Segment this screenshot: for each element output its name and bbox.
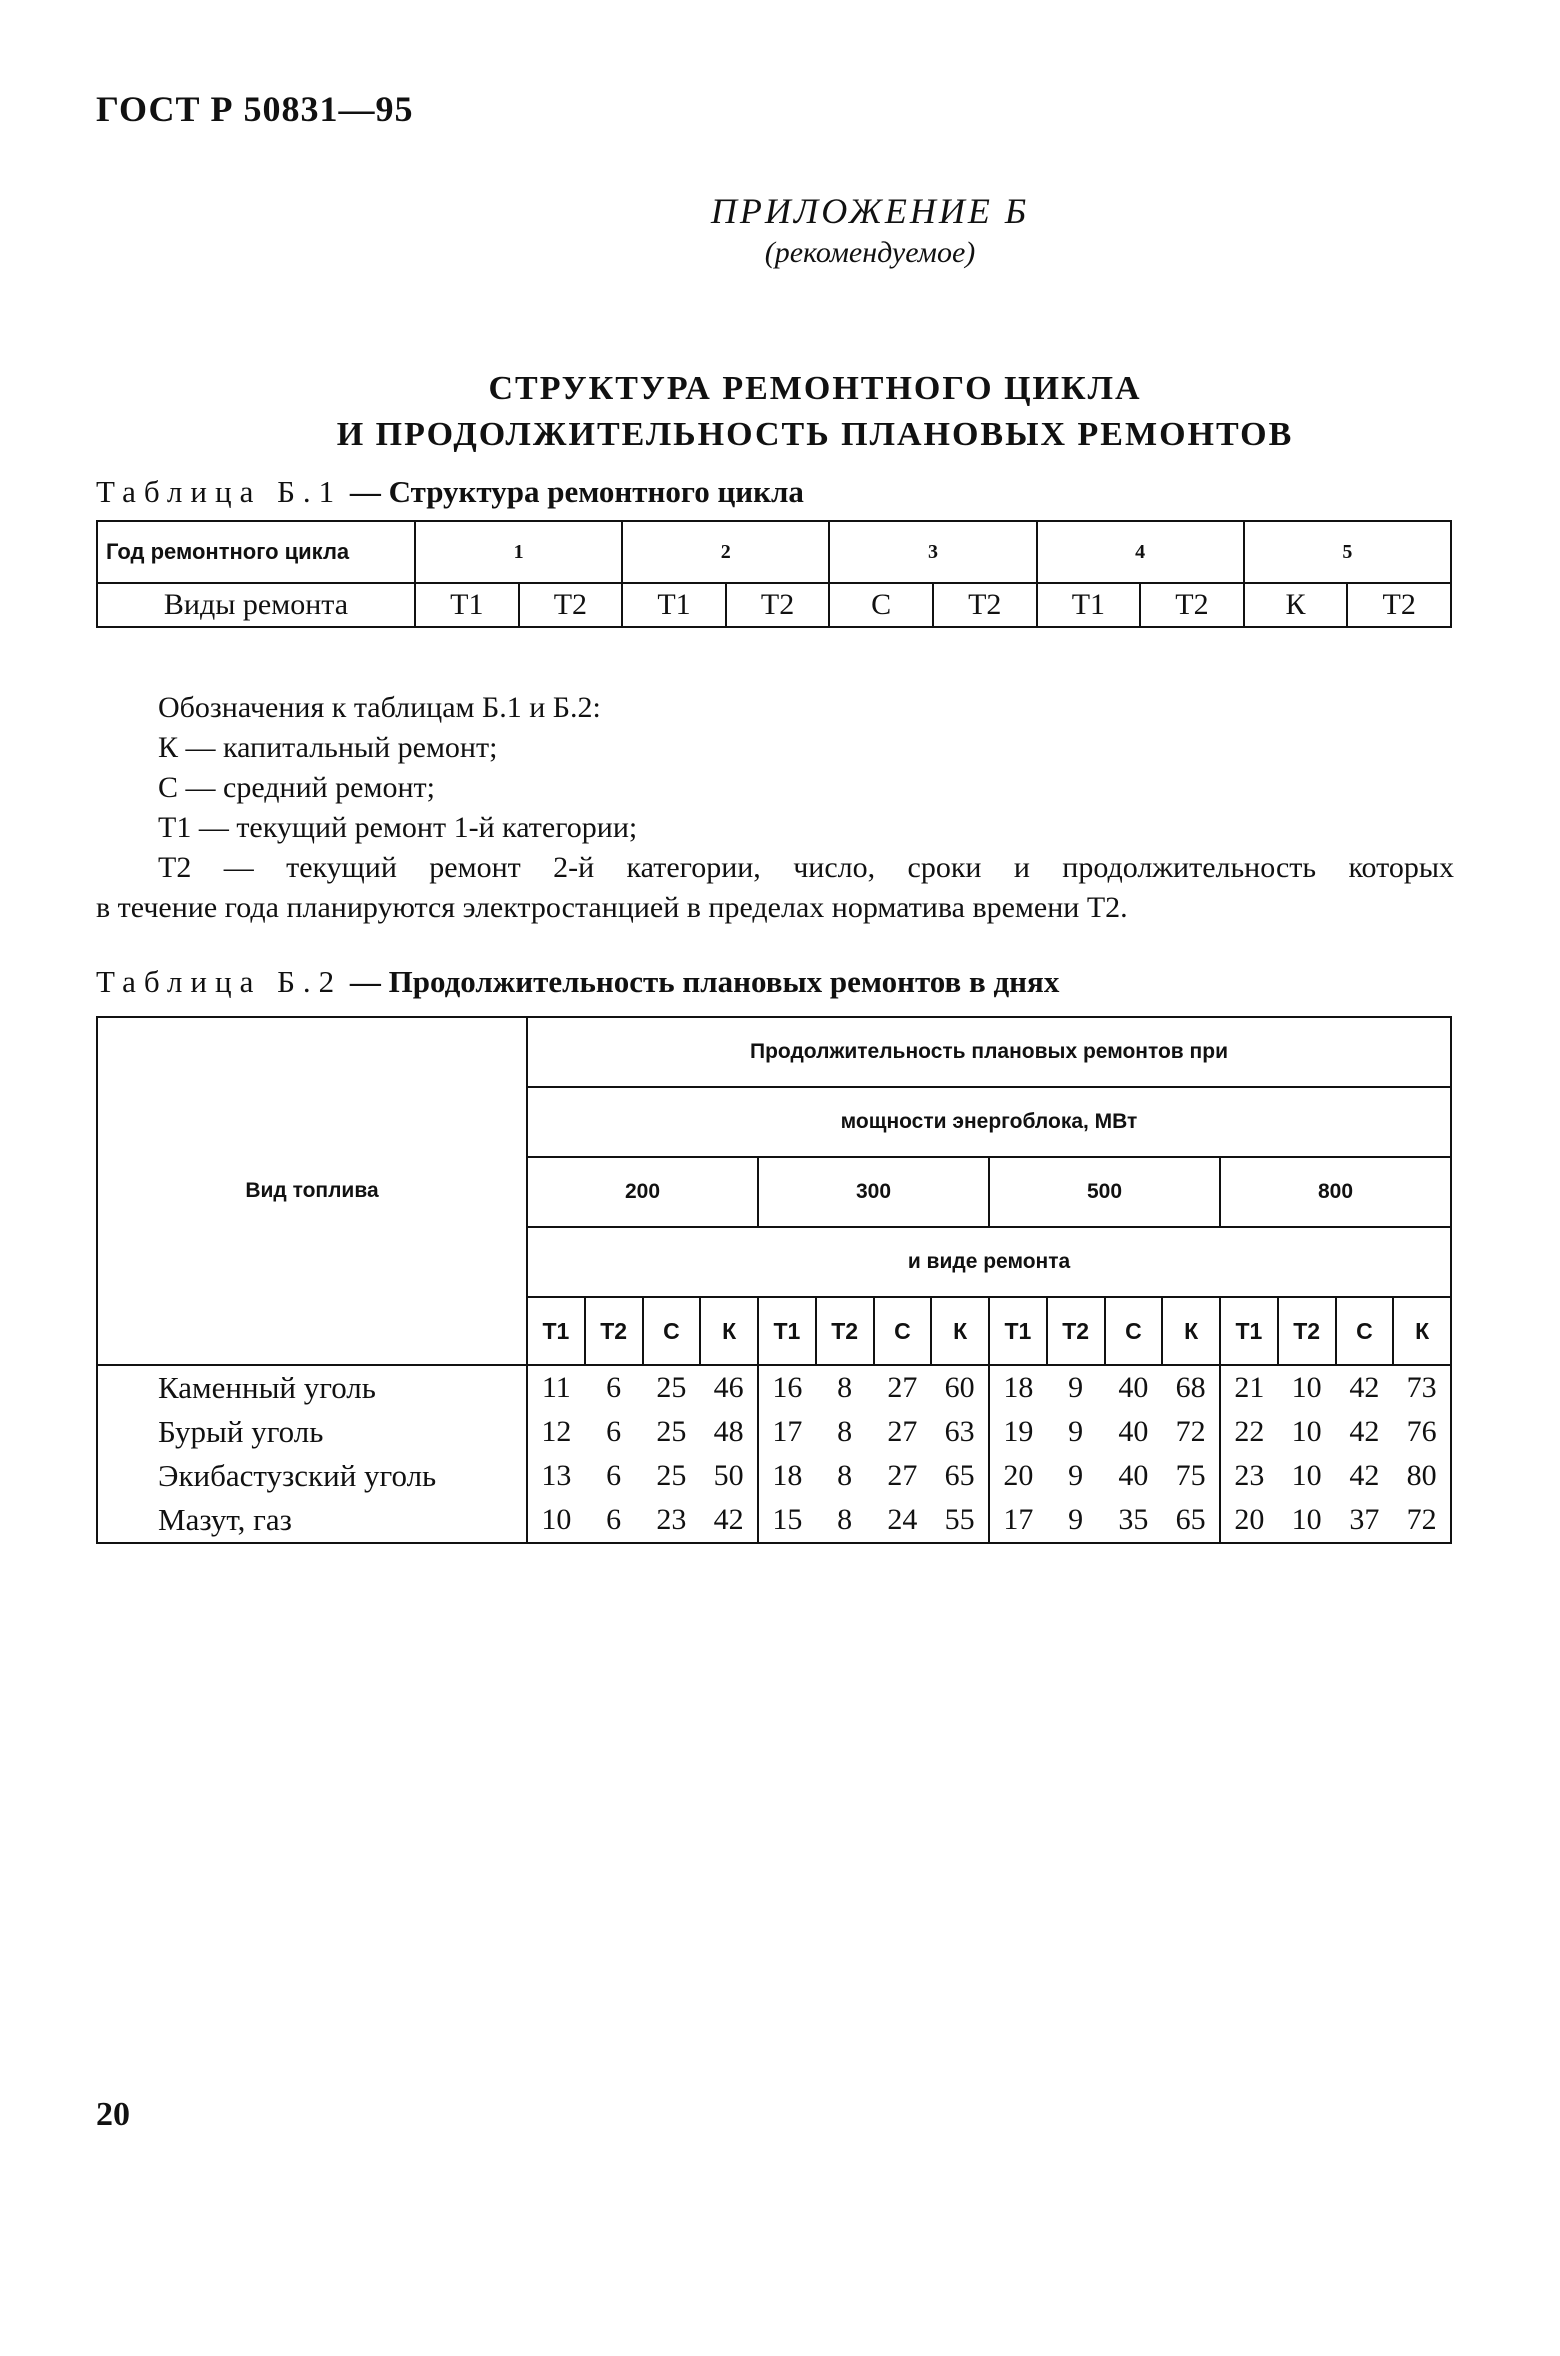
fuel-type-cell: Каменный уголь <box>97 1365 527 1410</box>
duration-cell: 72 <box>1393 1498 1451 1543</box>
table1-year-cell: 1 <box>415 521 622 583</box>
duration-cell: 11 <box>527 1365 585 1410</box>
note-c: С — средний ремонт; <box>158 771 435 804</box>
duration-cell: 19 <box>989 1410 1047 1454</box>
duration-cell: 8 <box>837 1415 853 1448</box>
table1-kind-cell: К <box>1244 583 1348 627</box>
duration-cell: 10 <box>1291 1459 1322 1492</box>
duration-cell: 40 <box>1118 1459 1149 1492</box>
duration-cell: 8 <box>816 1498 874 1543</box>
duration-cell: 18 <box>989 1365 1047 1410</box>
duration-cell: 22 <box>1220 1410 1278 1454</box>
duration-cell: 40 <box>1105 1365 1163 1410</box>
table2-caption-label: Таблица Б.2 <box>96 964 343 999</box>
table1-year-cell: 5 <box>1244 521 1451 583</box>
duration-cell: 6 <box>585 1365 643 1410</box>
duration-cell: 73 <box>1393 1365 1451 1410</box>
table1-year-row <box>97 521 1451 583</box>
table1-caption <box>96 474 804 510</box>
duration-cell: 68 <box>1162 1365 1220 1410</box>
duration-header-line1: Продолжительность плановых ремонтов при <box>527 1017 1451 1087</box>
repair-kind-header: и виде ремонта <box>527 1227 1451 1297</box>
duration-cell: 21 <box>1220 1365 1278 1410</box>
repair-duration-table <box>96 1016 1452 1544</box>
duration-cell: 46 <box>700 1365 758 1410</box>
table-row <box>97 1498 1451 1543</box>
duration-cell: 23 <box>643 1498 701 1543</box>
duration-cell: 60 <box>931 1365 989 1410</box>
note-t2-line2: в течение года планируются электростанцией в пределах норматива времени Т2. <box>96 891 1128 924</box>
duration-cell: 9 <box>1047 1498 1105 1543</box>
document-code: ГОСТ Р 50831—95 <box>96 89 414 129</box>
table1-caption-title: — Структура ремонтного цикла <box>349 474 804 509</box>
fuel-type-cell: Экибастузский уголь <box>97 1454 527 1498</box>
table-row <box>97 1410 1451 1454</box>
duration-cell: 72 <box>1162 1410 1220 1454</box>
code-cell: С <box>1105 1297 1163 1365</box>
duration-cell: 17 <box>989 1498 1047 1543</box>
table1-kind-row <box>97 583 1451 627</box>
power-300: 300 <box>758 1157 989 1227</box>
table1-kind-cell: Т2 <box>726 583 830 627</box>
table1-kind-cell: Т2 <box>933 583 1037 627</box>
code-cell: К <box>1393 1297 1451 1365</box>
duration-cell: 63 <box>931 1410 989 1454</box>
duration-cell: 75 <box>1162 1454 1220 1498</box>
table1-kind-label: Виды ремонта <box>97 583 415 627</box>
table-row <box>97 1454 1451 1498</box>
fuel-type-cell: Бурый уголь <box>97 1410 527 1454</box>
main-title-line-1: СТРУКТУРА РЕМОНТНОГО ЦИКЛА <box>488 370 1142 407</box>
table2-header-row-1 <box>97 1017 1451 1087</box>
table1-kind-cell: Т1 <box>622 583 726 627</box>
duration-cell: 13 <box>527 1454 585 1498</box>
table1-year-cell: 2 <box>622 521 829 583</box>
duration-cell: 42 <box>700 1498 758 1543</box>
power-200: 200 <box>527 1157 758 1227</box>
duration-cell: 10 <box>1291 1415 1322 1448</box>
duration-cell: 15 <box>758 1498 816 1543</box>
note-t1: Т1 — текущий ремонт 1-й категории; <box>158 811 638 844</box>
page-number: 20 <box>96 2096 130 2133</box>
code-cell: С <box>643 1297 701 1365</box>
code-cell: Т2 <box>585 1297 643 1365</box>
duration-cell: 35 <box>1105 1498 1163 1543</box>
code-cell: Т2 <box>816 1297 874 1365</box>
duration-cell: 10 <box>527 1498 585 1543</box>
duration-cell: 6 <box>585 1498 643 1543</box>
table2-caption-title: — Продолжительность плановых ремонтов в днях <box>349 964 1060 999</box>
duration-cell: 50 <box>700 1454 758 1498</box>
duration-cell: 55 <box>931 1498 989 1543</box>
duration-cell: 9 <box>1068 1415 1084 1448</box>
table2-caption <box>96 964 1059 1000</box>
duration-cell: 17 <box>758 1410 816 1454</box>
table1-kind-cell: С <box>829 583 933 627</box>
main-title <box>0 366 1560 458</box>
duration-header-line2: мощности энергоблока, МВт <box>527 1087 1451 1157</box>
fuel-type-header: Вид топлива <box>97 1017 527 1365</box>
duration-cell: 42 <box>1349 1459 1380 1492</box>
duration-cell: 27 <box>887 1415 918 1448</box>
duration-cell: 23 <box>1220 1454 1278 1498</box>
duration-cell: 65 <box>1162 1498 1220 1543</box>
code-cell: Т1 <box>758 1297 816 1365</box>
duration-cell: 37 <box>1336 1498 1394 1543</box>
table2-body <box>97 1365 1451 1543</box>
duration-cell: 20 <box>989 1454 1047 1498</box>
duration-cell: 27 <box>874 1365 932 1410</box>
table1-year-label: Год ремонтного цикла <box>97 521 415 583</box>
appendix-title: ПРИЛОЖЕНИЕ Б <box>710 191 1030 231</box>
duration-cell: 6 <box>606 1415 622 1448</box>
table1-caption-label: Таблица Б.1 <box>96 474 343 509</box>
table1-kind-cell: Т2 <box>1140 583 1244 627</box>
duration-cell: 8 <box>837 1459 853 1492</box>
repair-cycle-table <box>96 520 1452 628</box>
code-cell: Т2 <box>1278 1297 1336 1365</box>
table1-kind-cell: Т2 <box>519 583 623 627</box>
duration-cell: 27 <box>887 1459 918 1492</box>
duration-cell: 40 <box>1118 1415 1149 1448</box>
duration-cell: 48 <box>700 1410 758 1454</box>
power-800: 800 <box>1220 1157 1451 1227</box>
note-k: К — капитальный ремонт; <box>158 731 498 764</box>
code-cell: Т2 <box>1047 1297 1105 1365</box>
duration-cell: 16 <box>758 1365 816 1410</box>
duration-cell: 10 <box>1278 1498 1336 1543</box>
duration-cell: 76 <box>1393 1410 1451 1454</box>
duration-cell: 42 <box>1336 1365 1394 1410</box>
notes-intro: Обозначения к таблицам Б.1 и Б.2: <box>158 691 601 724</box>
table-row <box>97 1365 1451 1410</box>
legend-notes <box>96 688 1454 928</box>
duration-cell: 9 <box>1047 1365 1105 1410</box>
fuel-type-cell: Мазут, газ <box>97 1498 527 1543</box>
duration-cell: 80 <box>1393 1454 1451 1498</box>
code-cell: К <box>931 1297 989 1365</box>
duration-cell: 9 <box>1068 1459 1084 1492</box>
code-cell: Т1 <box>989 1297 1047 1365</box>
duration-cell: 25 <box>656 1459 687 1492</box>
code-cell: С <box>1336 1297 1394 1365</box>
duration-cell: 25 <box>643 1365 701 1410</box>
power-500: 500 <box>989 1157 1220 1227</box>
duration-cell: 25 <box>656 1415 687 1448</box>
duration-cell: 65 <box>931 1454 989 1498</box>
table1-kind-cell: Т2 <box>1347 583 1451 627</box>
duration-cell: 6 <box>606 1459 622 1492</box>
duration-cell: 8 <box>816 1365 874 1410</box>
note-t2-line1: Т2 — текущий ремонт 2-й категории, число, сроки и продолжительность которых <box>158 851 1454 884</box>
table1-year-cell: 4 <box>1037 521 1244 583</box>
code-cell: Т1 <box>1220 1297 1278 1365</box>
appendix-subtitle: (рекомендуемое) <box>764 236 976 269</box>
code-cell: С <box>874 1297 932 1365</box>
duration-cell: 10 <box>1278 1365 1336 1410</box>
duration-cell: 12 <box>527 1410 585 1454</box>
table1-year-cell: 3 <box>829 521 1036 583</box>
code-cell: К <box>700 1297 758 1365</box>
table1-kind-cell: Т1 <box>1037 583 1141 627</box>
duration-cell: 24 <box>874 1498 932 1543</box>
table1-kind-cell: Т1 <box>415 583 519 627</box>
duration-cell: 18 <box>758 1454 816 1498</box>
code-cell: Т1 <box>527 1297 585 1365</box>
duration-cell: 20 <box>1220 1498 1278 1543</box>
duration-cell: 42 <box>1349 1415 1380 1448</box>
main-title-line-2: И ПРОДОЛЖИТЕЛЬНОСТЬ ПЛАНОВЫХ РЕМОНТОВ <box>336 416 1294 453</box>
code-cell: К <box>1162 1297 1220 1365</box>
